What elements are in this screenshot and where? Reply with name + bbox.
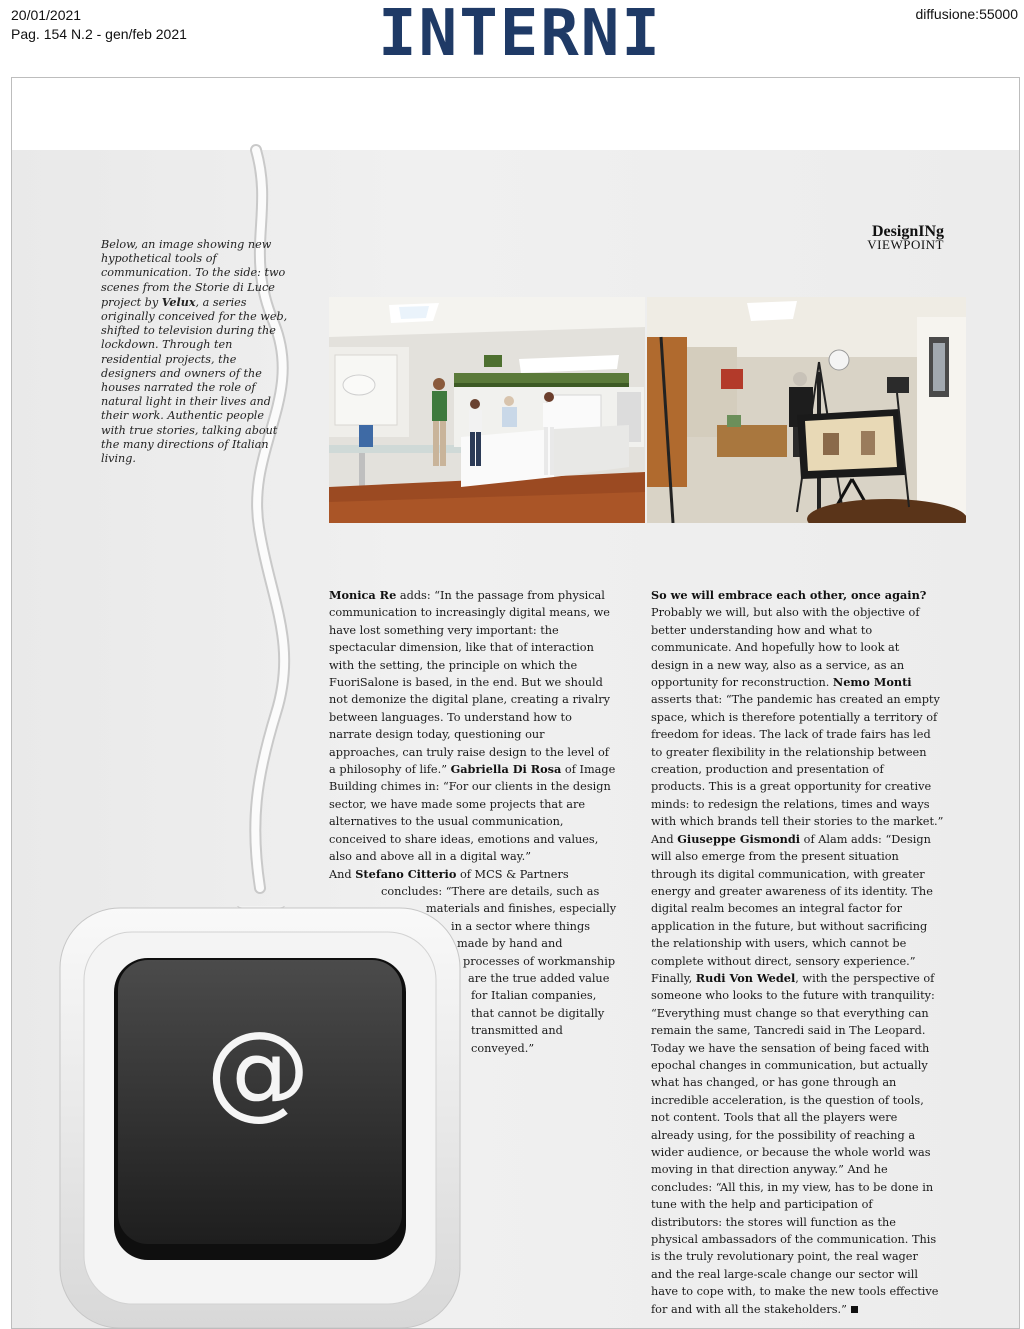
col1-line: for Italian companies, xyxy=(471,989,597,1003)
col1-line: not demonize the digital plane, creating a rivalry xyxy=(329,693,610,707)
col2-line: minds: to redesign the relations, times and ways xyxy=(651,797,930,811)
section-tag xyxy=(844,224,944,251)
col1-line: with the setting, the principle on which the xyxy=(329,658,578,672)
col2-line: will also emerge from the present situation xyxy=(651,850,899,864)
col1-line: in a sector where things xyxy=(451,919,590,933)
name-gabriella-di-rosa: Gabriella Di Rosa xyxy=(450,762,562,777)
col1-line: concludes: “There are details, such as xyxy=(381,884,600,898)
col2-line xyxy=(651,970,943,987)
col1-line xyxy=(329,587,619,604)
col1-line: between languages. To understand how to xyxy=(329,710,572,724)
col2-line: digital realm becomes an integral factor for xyxy=(651,902,902,916)
clipping-meta xyxy=(11,6,187,44)
name-rudi-von-wedel: Rudi Von Wedel xyxy=(695,970,796,985)
col2-line: asserts that: “The pandemic has created an empty xyxy=(651,693,940,707)
text-run: of MCS & Partners xyxy=(456,867,569,881)
magazine-page xyxy=(11,77,1020,1329)
col2-line xyxy=(651,831,943,848)
col2-line: products. This is a great opportunity for creative xyxy=(651,780,932,794)
end-of-article-mark xyxy=(851,1306,858,1313)
name-giuseppe-gismondi: Giuseppe Gismondi xyxy=(677,831,801,846)
col1-line: processes of workmanship xyxy=(463,954,616,968)
col2-line: complete without direct, sensory experience.” xyxy=(651,954,916,968)
col2-line: creation, production and presentation of xyxy=(651,763,884,777)
col1-line: are the true added value xyxy=(468,971,610,985)
section-tag-viewpoint: VIEWPOINT xyxy=(867,237,944,252)
col1-line: have lost something very important: the xyxy=(329,623,559,637)
section-tag-designing: DesignINg xyxy=(871,223,944,240)
col1-line: alternatives to the usual communication, xyxy=(329,815,564,829)
name-nemo-monti: Nemo Monti xyxy=(832,675,912,690)
name-monica-re: Monica Re xyxy=(329,588,397,602)
col2-line: what has changed, or has gone through an xyxy=(651,1076,897,1090)
name-stefano-citterio: Stefano Citterio xyxy=(355,866,457,881)
col1-line xyxy=(329,761,619,778)
col2-line: space, which is therefore potentially a territory of xyxy=(651,710,938,724)
col2-line: energy and greater awareness of its identity. The xyxy=(651,884,933,898)
clipping-page-info: Pag. 154 N.2 - gen/feb 2021 xyxy=(11,26,187,42)
photo-filming-set xyxy=(647,297,966,523)
col2-line: Probably we will, but also with the objective of xyxy=(651,606,920,620)
text-run: And xyxy=(329,867,356,881)
col2-line: “Everything must change so that everything can xyxy=(651,1006,929,1020)
col2-line xyxy=(651,1301,943,1318)
text-run: adds: “In the passage from physical xyxy=(396,589,605,602)
col2-line: someone who looks to the future with tranquility: xyxy=(651,989,935,1003)
col2-line: moving in that direction anyway.” And he xyxy=(651,1163,888,1177)
col2-line: not content. Tools that all the players were xyxy=(651,1111,898,1125)
col2-line: Today we have the sensation of being faced with xyxy=(651,1041,930,1055)
col1-line: communication to increasingly digital means, we xyxy=(329,606,610,620)
text-run: opportunity for reconstruction. xyxy=(651,676,833,690)
col2-line: remain the same, Tancredi said in The Leopard. xyxy=(651,1024,926,1038)
magazine-masthead: INTERNI xyxy=(378,0,662,71)
col2-line: to greater flexibility in the relationship between xyxy=(651,745,927,759)
text-run: of Image xyxy=(561,763,616,777)
col2-line: concludes: “All this, in my view, has to be done in xyxy=(651,1180,934,1194)
subheading: So we will embrace each other, once again? xyxy=(651,588,927,602)
col2-line: communicate. And hopefully how to look at xyxy=(651,641,900,655)
col2-line: design in a new way, also as a service, as an xyxy=(651,658,905,672)
col1-line: that cannot be digitally xyxy=(471,1006,605,1020)
col2-line: and the real large-scale change our sector will xyxy=(651,1267,919,1281)
col1-line: sector, we have made some projects that are xyxy=(329,797,586,811)
col1-line: approaches, can truly raise design to the level of xyxy=(329,745,609,759)
col2-line xyxy=(651,674,943,691)
col2-heading xyxy=(651,587,943,604)
article-column-2 xyxy=(651,587,943,1318)
col2-line: with which brands tell their stories to the market.” xyxy=(651,815,944,829)
text-run: Finally, xyxy=(651,971,696,985)
at-symbol: @ xyxy=(206,1009,310,1131)
col1-line: materials and finishes, especially xyxy=(426,902,617,916)
col2-line: freedom for ideas. The lack of trade fairs has led xyxy=(651,728,931,742)
col2-line: application in the future, but without sacrificing xyxy=(651,919,928,933)
col1-line: conceived to share ideas, emotions and values, xyxy=(329,832,599,846)
col2-line: epochal changes in communication, but actually xyxy=(651,1058,928,1072)
caption-text-rest: , a series originally conceived for the web, shifted to television during the lockdown. Through ten residential projects, the designers and owners of the houses narrated the role of natural light in their lives and their work. Authentic people with true stories, talking about the many directions of Italian living. xyxy=(101,295,288,466)
col2-line: through its digital communication, with greater xyxy=(651,867,925,881)
photo-kitchen-family xyxy=(329,297,645,523)
text-run: of Alam adds: “Design xyxy=(800,832,931,846)
caption-brand: Velux xyxy=(161,294,196,309)
image-caption xyxy=(101,238,291,466)
col2-line: physical ambassadors of the communication. This xyxy=(651,1233,937,1247)
col1-line: spectacular dimension, like that of interaction xyxy=(329,641,594,655)
text-run: , with the perspective of xyxy=(795,971,935,985)
col2-line: tune with the help and participation of xyxy=(651,1198,873,1212)
text-run: for and with all the stakeholders.” xyxy=(651,1302,847,1316)
col2-line: is the truly revolutionary point, the real wager xyxy=(651,1250,918,1264)
col1-line: transmitted and xyxy=(471,1024,563,1038)
col1-line: FuoriSalone is based, in the end. But we should xyxy=(329,676,603,690)
col2-line: the relationship with users, which cannot be xyxy=(651,937,907,951)
text-run: And xyxy=(651,832,678,846)
col1-line: Building chimes in: “For our clients in the design xyxy=(329,780,611,794)
col2-line: distributors: the stores will function as the xyxy=(651,1215,896,1229)
col1-line: made by hand and xyxy=(457,937,563,951)
col1-line: narrate design today, questioning our xyxy=(329,728,545,742)
col2-line: better understanding how and what to xyxy=(651,623,873,637)
col2-line: have to cope with, to make the new tools effective xyxy=(651,1285,939,1299)
clipping-date: 20/01/2021 xyxy=(11,7,82,23)
circulation-info: diffusione:55000 xyxy=(915,6,1018,22)
col1-line: conveyed.” xyxy=(471,1041,535,1055)
col2-line: already using, for the possibility of reaching a xyxy=(651,1128,916,1142)
kitchen-scene xyxy=(329,297,645,523)
col2-line: incredible acceleration, is the question of tools, xyxy=(651,1093,924,1107)
col2-line: wider audience, or because the whole world was xyxy=(651,1146,931,1159)
col1-line xyxy=(329,866,619,883)
text-run: a philosophy of life.” xyxy=(329,763,451,777)
filming-scene xyxy=(647,297,966,523)
col1-line: also and above all in a digital way.” xyxy=(329,850,531,864)
caption-text: Below, an image showing new hypothetical tools of communication. To the side: two scenes from the Storie di Luce project by xyxy=(101,238,286,309)
